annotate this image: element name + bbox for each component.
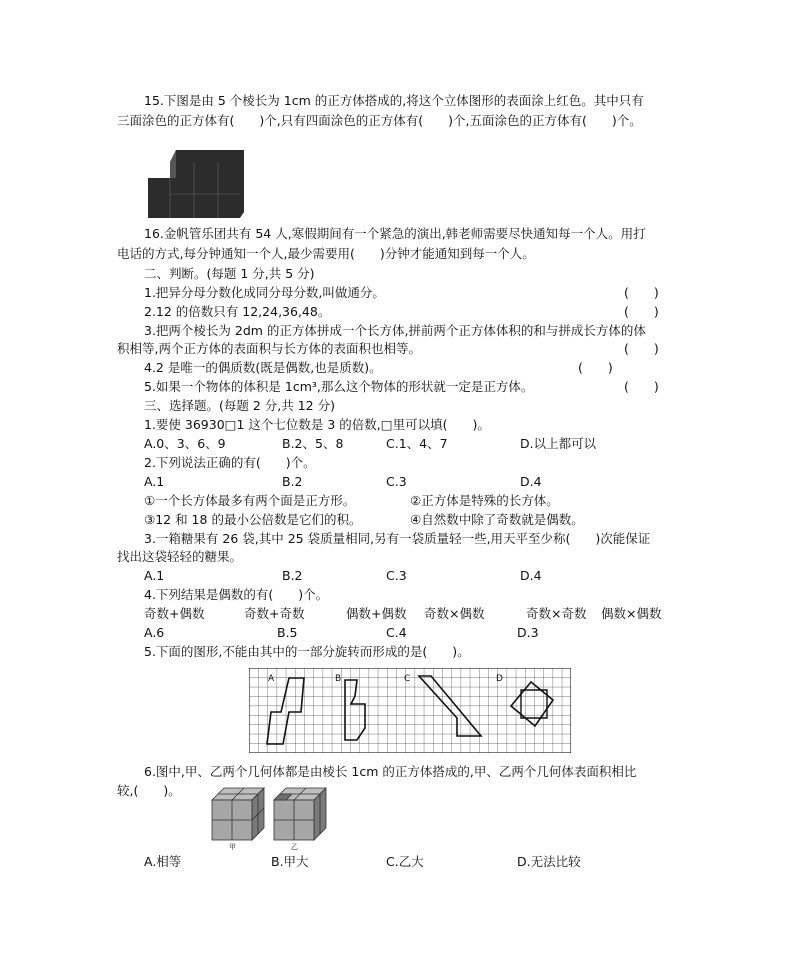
choice-4-option-d[interactable]: D.3	[517, 625, 539, 640]
solid-yi	[274, 788, 326, 840]
choice-2-statement-3: ③12 和 18 的最小公倍数是它们的积。	[144, 512, 362, 527]
q15-line1: 15.下图是由 5 个棱长为 1cm 的正方体搭成的,将这个立体图形的表面涂上红色。其中只有	[144, 93, 644, 108]
q16-line2: 电话的方式,每分钟通知一个人,最少需要用( )分钟才能通知到每一个人。	[117, 246, 535, 261]
choice-5-label-a: A	[268, 674, 275, 684]
choice-4-expr-1: 奇数+偶数	[144, 606, 205, 621]
choice-4-expr-6: 偶数×偶数	[601, 606, 662, 621]
judge-2-bracket[interactable]: ( )	[624, 304, 659, 319]
judge-3-cont: 积相等,两个正方体的表面积与长方体的表面积也相等。	[117, 341, 421, 356]
figure-label-yi: 乙	[291, 843, 298, 851]
q15-line2: 三面涂色的正方体有( )个,只有四面涂色的正方体有( )个,五面涂色的正方体有( )个。	[117, 113, 642, 128]
judge-1: 1.把异分母分数化成同分母分数,叫做通分。	[144, 285, 385, 300]
choice-3-option-b[interactable]: B.2	[282, 568, 303, 583]
choice-4-expr-3: 偶数+偶数	[346, 606, 407, 621]
judge-4-bracket[interactable]: ( )	[578, 360, 613, 375]
section2-title: 二、判断。(每题 1 分,共 5 分)	[144, 266, 315, 281]
choice-1-stem: 1.要使 36930□1 这个七位数是 3 的倍数,□里可以填( )。	[144, 417, 490, 432]
judge-3: 3.把两个棱长为 2dm 的正方体拼成一个长方体,拼前两个正方体体积的和与拼成长方体的体	[144, 323, 646, 338]
choice-6-option-d[interactable]: D.无法比较	[517, 854, 581, 869]
choice-2-statement-4: ④自然数中除了奇数就是偶数。	[410, 512, 584, 527]
choice-4-expr-5: 奇数×奇数	[526, 606, 587, 621]
choice-4-option-b[interactable]: B.5	[277, 625, 298, 640]
judge-3-bracket[interactable]: ( )	[624, 341, 659, 356]
solid-jia	[212, 788, 264, 840]
choice-3-option-d[interactable]: D.4	[520, 568, 542, 583]
choice-2-option-b[interactable]: B.2	[282, 474, 303, 489]
choice-4-option-a[interactable]: A.6	[144, 625, 165, 640]
choice-6-cube-figures	[210, 786, 330, 842]
choice-2-option-c[interactable]: C.3	[386, 474, 407, 489]
choice-6-option-b[interactable]: B.甲大	[271, 854, 309, 869]
judge-4: 4.2 是唯一的偶质数(既是偶数,也是质数)。	[144, 360, 382, 375]
judge-2: 2.12 的倍数只有 12,24,36,48。	[144, 304, 331, 319]
choice-3-option-a[interactable]: A.1	[144, 568, 165, 583]
choice-6-stem: 6.图中,甲、乙两个几何体都是由棱长 1cm 的正方体搭成的,甲、乙两个几何体表面积相比	[144, 764, 637, 779]
choice-2-statement-1: ①一个长方体最多有两个面是正方形。	[144, 493, 356, 508]
judge-5-bracket[interactable]: ( )	[624, 379, 659, 394]
choice-1-option-d[interactable]: D.以上都可以	[520, 436, 597, 451]
choice-3-stem-cont: 找出这袋轻轻的糖果。	[117, 549, 243, 564]
choice-4-expr-4: 奇数×偶数	[424, 606, 485, 621]
choice-2-statement-2: ②正方体是特殊的长方体。	[410, 493, 559, 508]
choice-5-label-b: B	[335, 674, 342, 684]
choice-5-stem: 5.下面的图形,不能由其中的一部分旋转而形成的是( )。	[144, 644, 470, 659]
choice-1-option-a[interactable]: A.0、3、6、9	[144, 436, 226, 451]
choice-1-option-c[interactable]: C.1、4、7	[386, 436, 448, 451]
judge-5: 5.如果一个物体的体积是 1cm³,那么这个物体的形状就一定是正方体。	[144, 379, 534, 394]
choice-4-stem: 4.下列结果是偶数的有( )个。	[144, 587, 329, 602]
choice-3-option-c[interactable]: C.3	[386, 568, 407, 583]
q15-cube-figure	[148, 150, 244, 218]
choice-2-option-d[interactable]: D.4	[520, 474, 542, 489]
judge-1-bracket[interactable]: ( )	[624, 285, 659, 300]
choice-6-stem-cont: 较,( )。	[117, 783, 181, 798]
q16-line1: 16.金帆管乐团共有 54 人,寒假期间有一个紧急的演出,韩老师需要尽快通知每一个人。用打	[144, 226, 646, 241]
choice-4-option-c[interactable]: C.4	[386, 625, 407, 640]
choice-6-option-a[interactable]: A.相等	[144, 854, 182, 869]
choice-1-option-b[interactable]: B.2、5、8	[282, 436, 344, 451]
choice-5-label-d: D	[496, 674, 503, 684]
choice-5-label-c: C	[404, 674, 411, 684]
choice-2-option-a[interactable]: A.1	[144, 474, 165, 489]
section3-title: 三、选择题。(每题 2 分,共 12 分)	[144, 398, 335, 413]
choice-4-expr-2: 奇数+奇数	[244, 606, 305, 621]
choice-6-option-c[interactable]: C.乙大	[386, 854, 424, 869]
choice-3-stem: 3.一箱糖果有 26 袋,其中 25 袋质量相同,另有一袋质量轻一些,用天平至少称( )次能保证	[144, 531, 651, 546]
figure-label-jia: 甲	[229, 843, 236, 851]
choice-2-stem: 2.下列说法正确的有( )个。	[144, 455, 316, 470]
